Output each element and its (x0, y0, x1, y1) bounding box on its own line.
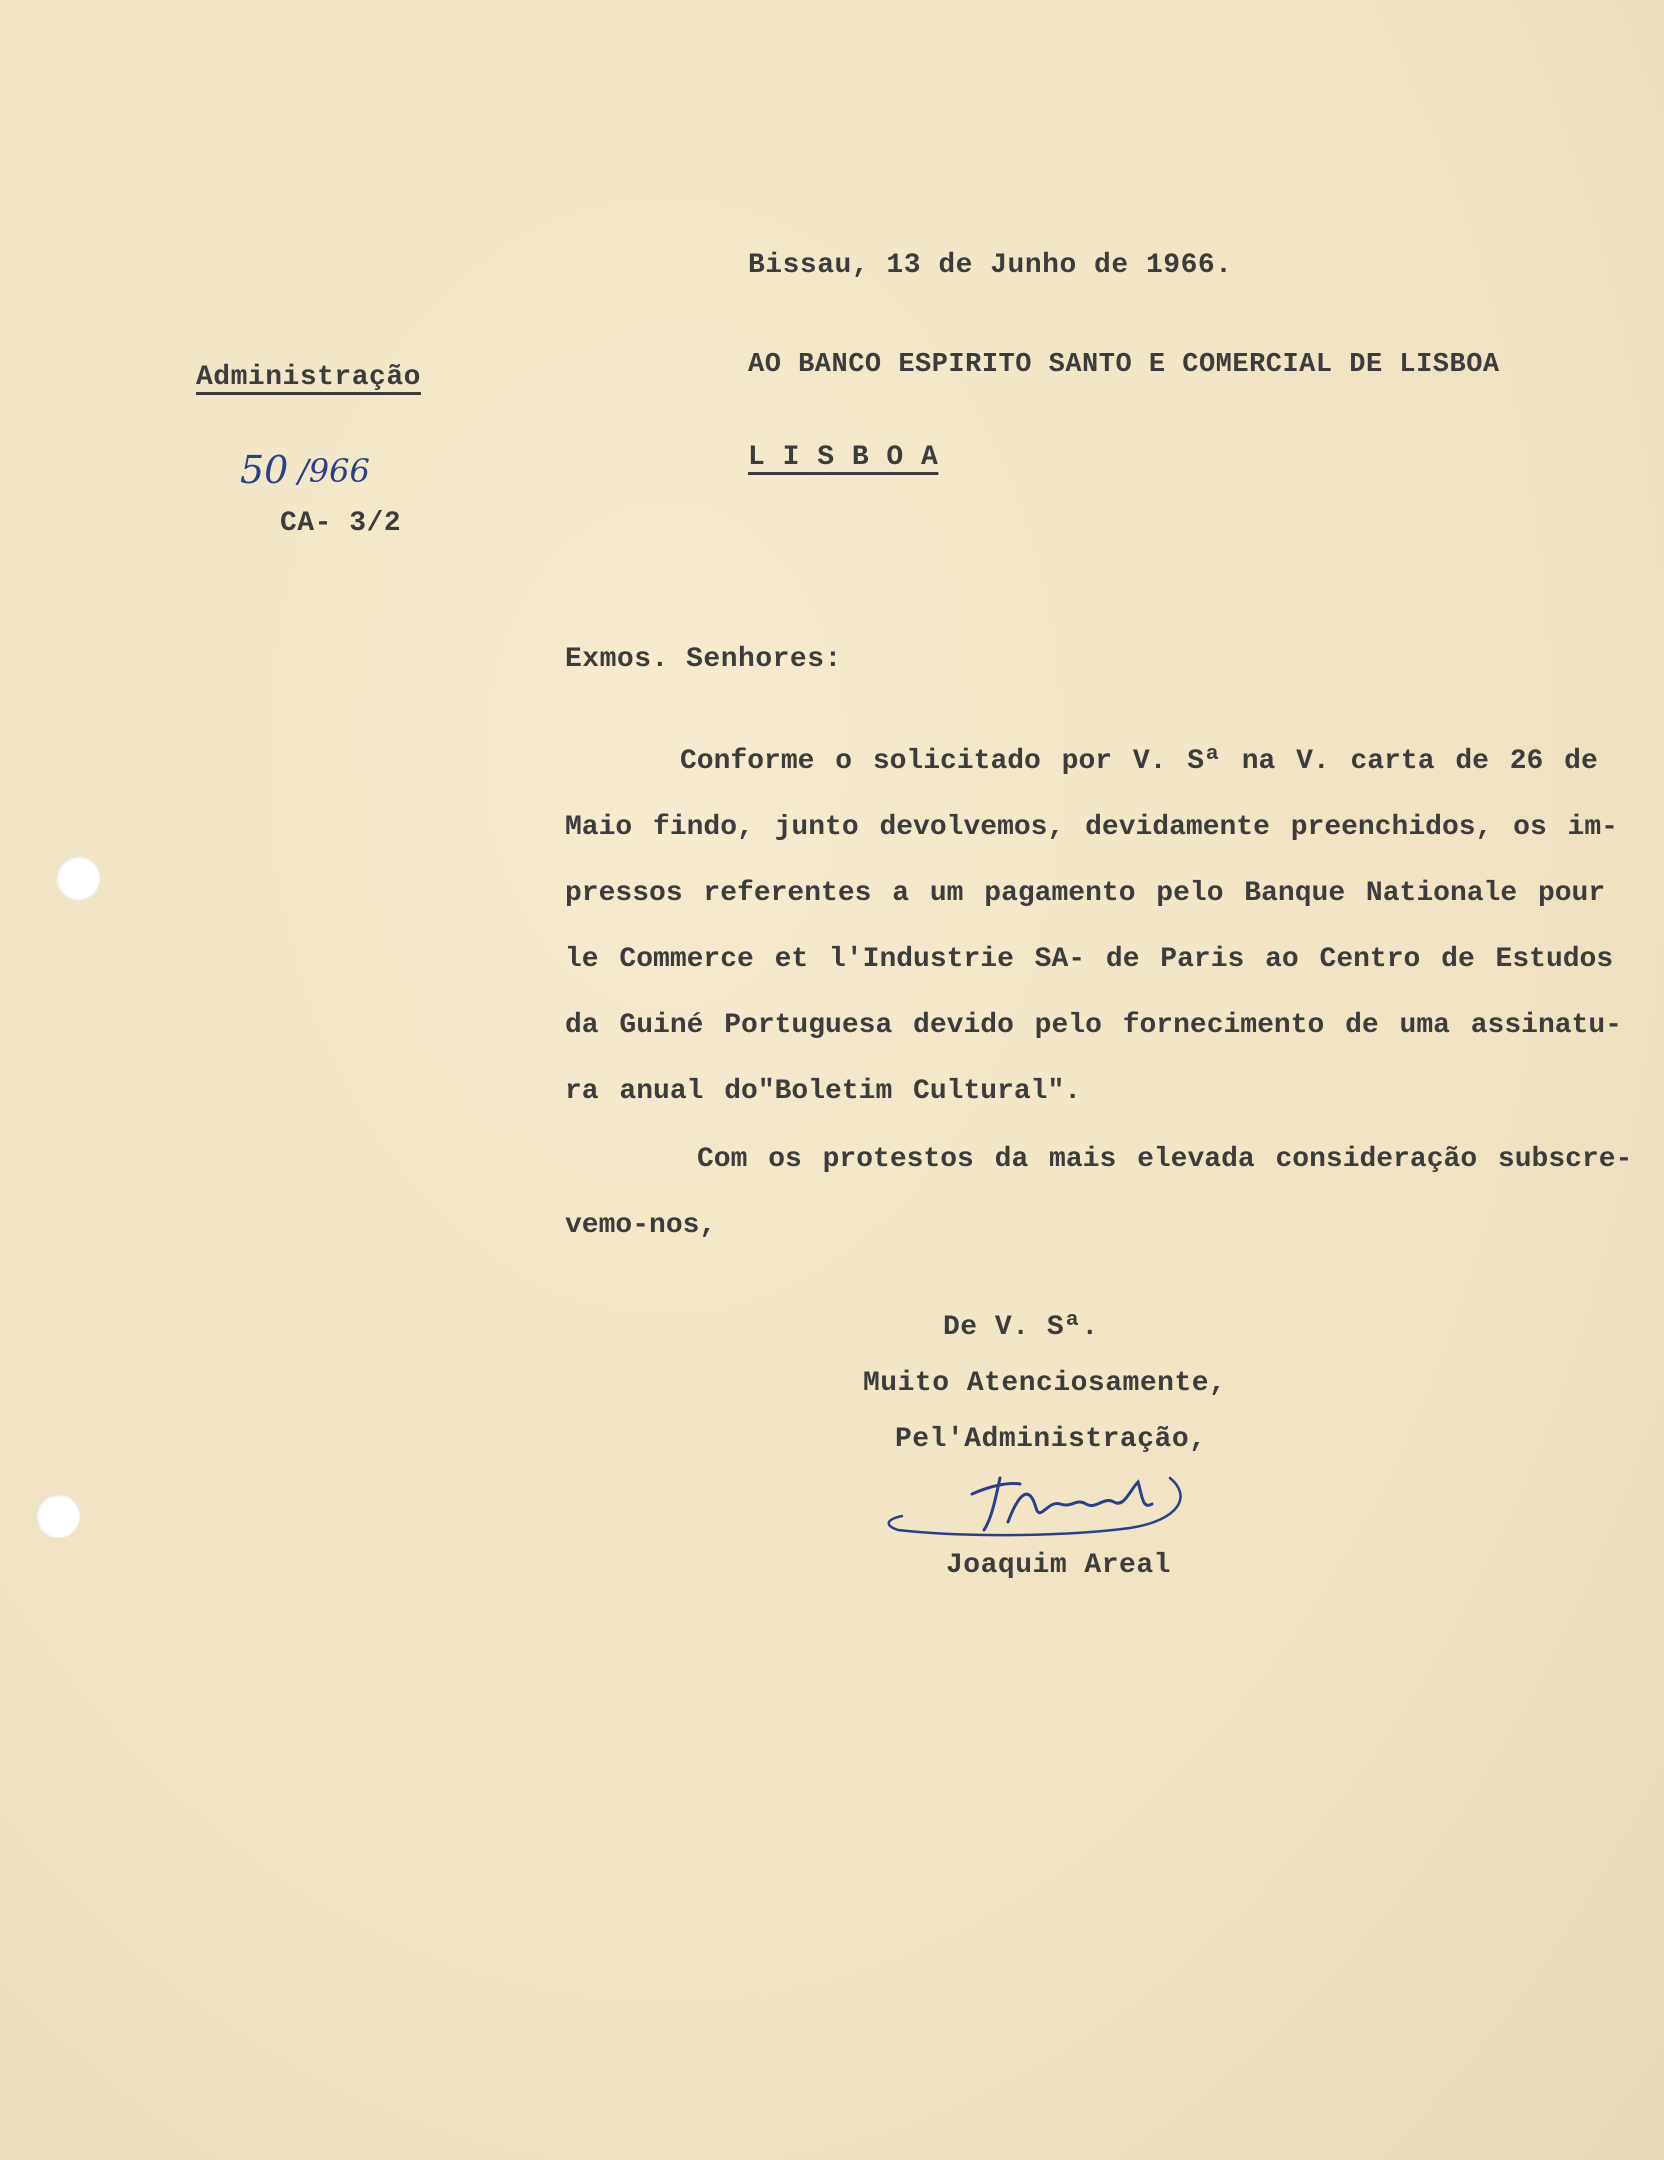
department-heading: Administração (196, 362, 421, 393)
body-line-3: pressos referentes a um pagamento pelo Banque Nationale pour (565, 878, 1606, 909)
body-line-5: da Guiné Portuguesa devido pelo fornecimento de uma assinatu- (565, 1010, 1622, 1041)
reference-year-handwritten: /966 (298, 452, 370, 490)
punch-hole-top (56, 856, 100, 900)
handwritten-signature (880, 1460, 1210, 1550)
body-line-1: Conforme o solicitado por V. Sª na V. carta de 26 de (680, 746, 1598, 777)
signoff-line-1: De V. Sª. (943, 1312, 1099, 1343)
addressee: AO BANCO ESPIRITO SANTO E COMERCIAL DE LISBOA (748, 350, 1500, 380)
signatory-name: Joaquim Areal (946, 1550, 1171, 1581)
file-code: CA- 3/2 (280, 508, 402, 539)
body-line-2: Maio findo, junto devolvemos, devidamente preenchidos, os im- (565, 812, 1618, 843)
place-date: Bissau, 13 de Junho de 1966. (748, 250, 1233, 281)
addressee-city: L I S B O A (748, 442, 939, 473)
reference-number-handwritten: 50 (240, 448, 289, 492)
closing-line-1: Com os protestos da mais elevada consideração subscre- (697, 1144, 1633, 1175)
signoff-line-2: Muito Atenciosamente, (863, 1368, 1227, 1399)
closing-line-2: vemo-nos, (565, 1210, 717, 1241)
body-line-4: le Commerce et l'Industrie SA- de Paris ao Centro de Estudos (565, 944, 1614, 975)
body-line-6: ra anual do"Boletim Cultural". (565, 1076, 1082, 1107)
punch-hole-bottom (36, 1494, 80, 1538)
salutation: Exmos. Senhores: (565, 644, 842, 675)
signoff-line-3: Pel'Administração, (895, 1424, 1207, 1455)
